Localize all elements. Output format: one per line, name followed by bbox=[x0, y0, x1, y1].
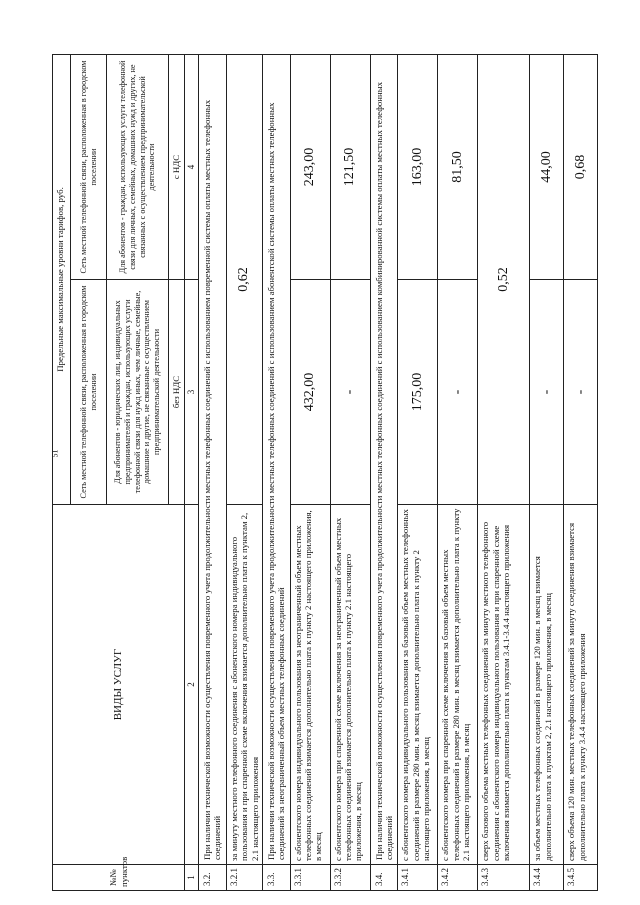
section-heading: При наличии технической возможности осуществления повременного учета продолжительности местных телефонных соединений с использованием повременной системы оплаты местных телефонных соединений bbox=[199, 55, 227, 865]
column-index: 3 bbox=[185, 280, 199, 505]
column-index: 4 bbox=[185, 55, 199, 280]
row-number: 3.4.3 bbox=[478, 865, 530, 891]
service-description: сверх базового объема местных телефонных соединений за минуту местного телефонного соединения с абонентского номера индивидуального пользования и при спаренной схеме включения взимается дополнительно плата к пунктам 3.4.1-3.4.4 настоящего приложения bbox=[478, 505, 530, 865]
section-heading: При наличии технической возможности осуществления повременного учета продолжительности местных телефонных соединений с использованием абонентской системы оплаты местных телефонных соединений за неограниченный объем местных телефонных соединений bbox=[262, 55, 290, 865]
table-row bbox=[370, 55, 398, 891]
header-tariffs-title: Предельные максимальные уровни тарифов, руб. bbox=[53, 55, 71, 505]
service-description: сверх объема 120 мин. местных телефонных соединений за минуту соединения взимается дополнительно плата к пункту 3.4.4 настоящего приложения bbox=[564, 505, 598, 865]
row-number: 3.3. bbox=[262, 865, 290, 891]
column-index: 1 bbox=[185, 865, 199, 891]
page-number: 51 bbox=[50, 449, 60, 458]
row-number: 3.2.1 bbox=[226, 865, 262, 891]
header-network-urban: Сеть местной телефонной связи, расположенная в городском поселении bbox=[71, 55, 107, 280]
tariff-value-legal: - bbox=[564, 280, 598, 505]
row-number: 3.2. bbox=[199, 865, 227, 891]
header-subscriber-citizens: Для абонентов - граждан, использующих услуги телефонной связи для личных, семейных, домашних нужд и других, не связанных с осуществлением предпринимательской деятельности bbox=[107, 55, 169, 280]
table-row bbox=[290, 55, 330, 891]
row-number: 3.3.2 bbox=[330, 865, 370, 891]
header-network-urban-rural: Сеть местной телефонной связи, расположенная в городском поселении bbox=[71, 280, 107, 505]
row-number: 3.4.4 bbox=[530, 865, 564, 891]
table-row bbox=[262, 55, 290, 891]
header-col-service: ВИДЫ УСЛУГ bbox=[53, 505, 185, 865]
row-number: 3.4.5 bbox=[564, 865, 598, 891]
header-subscriber-legal: Для абонентов - юридических лиц, индивидуальных предпринимателей и граждан, использующих услуги телефонной связи для нужд иных, чем личные, семейные, домашние и другие, не связанные с осуществлением предпринимательской деятельности bbox=[107, 280, 169, 505]
table-row bbox=[330, 55, 370, 891]
service-description: с абонентского номера при спаренной схеме включения за базовый объем местных телефонных соединений в размере 280 мин. в месяц взимается дополнительно плата к пункту 2.1 настоящего приложения, в месяц bbox=[438, 505, 478, 865]
table-row bbox=[199, 55, 227, 891]
rotated-tariff-table-container bbox=[52, 55, 629, 891]
tariff-value-legal: - bbox=[530, 280, 564, 505]
table-row bbox=[564, 55, 598, 891]
tariff-value-legal: 432,00 bbox=[290, 280, 330, 505]
section-heading: При наличии технической возможности осуществления повременного учета продолжительности местных телефонных соединений с использованием комбинированной системы оплаты местных телефонных соединений bbox=[370, 55, 398, 865]
table-row bbox=[478, 55, 530, 891]
tariff-value-citizens: 163,00 bbox=[398, 55, 438, 280]
table-row bbox=[530, 55, 564, 891]
tariff-value-legal: 175,00 bbox=[398, 280, 438, 505]
service-description: с абонентского номера индивидуального пользования за базовый объем местных телефонных соединений в размере 280 мин. в месяц взимается дополнительно плата к пункту 2 настоящего приложения, в месяц bbox=[398, 505, 438, 865]
column-index: 2 bbox=[185, 505, 199, 865]
service-description: с абонентского номера при спаренной схеме включения за неограниченный объем местных телефонных соединений взимается дополнительно плата к пункту 2.1 настоящего приложения, в месяц bbox=[330, 505, 370, 865]
row-number: 3.4.2 bbox=[438, 865, 478, 891]
tariff-value-shared: 0,52 bbox=[478, 55, 530, 505]
table-row bbox=[438, 55, 478, 891]
tariff-value-legal: - bbox=[330, 280, 370, 505]
tariff-table bbox=[52, 54, 598, 891]
header-col-number: №№ пунктов bbox=[53, 865, 185, 891]
tariff-value-shared: 0,62 bbox=[226, 55, 262, 505]
tariff-value-citizens: 81,50 bbox=[438, 55, 478, 280]
service-description: за минуту местного телефонного соединения с абонентского номера индивидуального пользования и при спаренной схеме включения взимается дополнительно плата к пунктам 2, 2.1 настоящего приложения bbox=[226, 505, 262, 865]
service-description: за объем местных телефонных соединений в размере 120 мин. в месяц взимается дополнительно плата к пунктам 2, 2.1 настоящего приложения, в месяц bbox=[530, 505, 564, 865]
table-row bbox=[226, 55, 262, 891]
tariff-value-citizens: 243,00 bbox=[290, 55, 330, 280]
tariff-value-legal: - bbox=[438, 280, 478, 505]
header-vat-incl: с НДС bbox=[169, 55, 185, 280]
tariff-value-citizens: 0,68 bbox=[564, 55, 598, 280]
tariff-value-citizens: 44,00 bbox=[530, 55, 564, 280]
tariff-value-citizens: 121,50 bbox=[330, 55, 370, 280]
row-number: 3.4.1 bbox=[398, 865, 438, 891]
row-number: 3.3.1 bbox=[290, 865, 330, 891]
row-number: 3.4. bbox=[370, 865, 398, 891]
header-vat-excl: без НДС bbox=[169, 280, 185, 505]
table-row bbox=[398, 55, 438, 891]
service-description: с абонентского номера индивидуального пользования за неограниченный объем местных телефонных соединений взимается дополнительно плата к пункту 2 настоящего приложения, в месяц bbox=[290, 505, 330, 865]
